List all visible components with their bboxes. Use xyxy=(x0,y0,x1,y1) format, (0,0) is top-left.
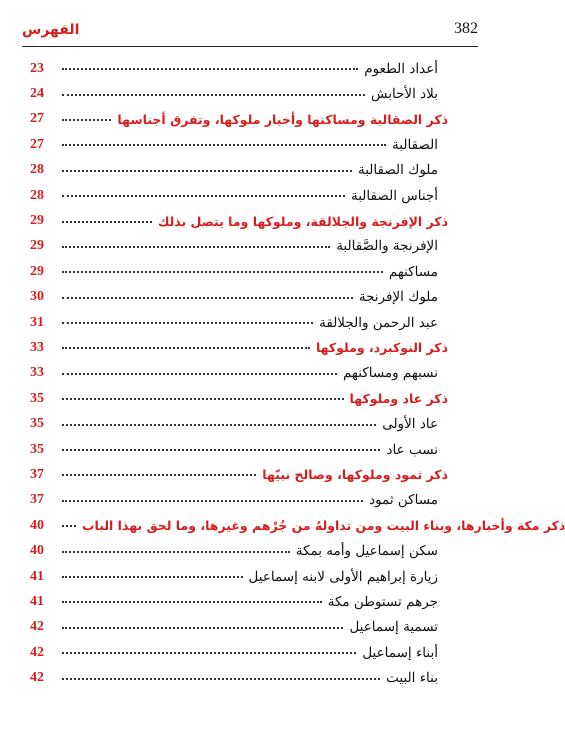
toc-page-number: 28 xyxy=(30,187,44,203)
toc-entry-label: أجناس الصقالبة xyxy=(351,187,438,204)
toc-entry-label: مساكنهم xyxy=(388,263,438,280)
dot-leader xyxy=(62,220,152,223)
toc-entry-label: زيارة إبراهيم الأولى لابنه إسماعيل xyxy=(248,568,438,585)
toc-page-number: 29 xyxy=(30,263,44,279)
toc-page-number: 29 xyxy=(30,238,44,254)
dot-leader xyxy=(62,499,363,502)
dot-leader xyxy=(62,245,330,248)
toc-page-number: 37 xyxy=(30,492,44,508)
running-title: الفهرس xyxy=(22,22,80,38)
toc-page-number: 29 xyxy=(30,213,44,229)
toc-entry xyxy=(30,259,448,284)
toc-entry-label: أبناء إسماعيل xyxy=(362,644,438,661)
toc-entry-label: نسبهم ومساكنهم xyxy=(343,365,438,382)
page-header xyxy=(22,20,478,44)
toc-entry xyxy=(30,665,448,690)
page-number: 382 xyxy=(454,20,478,37)
toc-page-number: 41 xyxy=(30,568,44,584)
toc-entry-label: بلاد الأحابش xyxy=(371,86,438,103)
toc-entry-label: ذكر الإفرنجة والجلالقة، وملوكها وما يتصل بذلك xyxy=(157,213,448,229)
toc-entry xyxy=(30,310,448,335)
dot-leader xyxy=(62,93,365,96)
toc-entry xyxy=(30,437,448,462)
toc-section-heading xyxy=(30,335,448,360)
dot-leader xyxy=(62,575,243,578)
toc-page-number: 31 xyxy=(30,314,44,330)
dot-leader xyxy=(62,626,343,629)
dot-leader xyxy=(62,270,383,273)
dot-leader xyxy=(62,524,76,527)
toc-entry xyxy=(30,564,448,589)
header-rule xyxy=(22,46,478,47)
toc-section-heading xyxy=(30,513,565,538)
toc-page-number: 27 xyxy=(30,136,44,152)
toc-entry-label: ذكر مكة وأخبارها، وبناء البيت ومن تداولهُ من جُرْهم وغيرها، وما لحق بهذا الباب xyxy=(82,518,565,534)
toc-page-number: 33 xyxy=(30,365,44,381)
toc-entry-label: الإفرنجة والصَّقالبة xyxy=(336,238,438,255)
toc-entry xyxy=(30,640,448,665)
toc-page-number: 28 xyxy=(30,162,44,178)
dot-leader xyxy=(62,372,337,375)
toc-entry-label: أعداد الطعوم xyxy=(364,60,438,77)
toc-entry-label: الصقالبة xyxy=(392,136,438,153)
toc-entry xyxy=(30,589,448,614)
dot-leader xyxy=(62,651,356,654)
dot-leader xyxy=(62,423,376,426)
toc-page-number: 35 xyxy=(30,390,44,406)
toc-entry xyxy=(30,56,448,81)
toc-entry-label: نسب عاد xyxy=(386,441,438,458)
toc-page-number: 30 xyxy=(30,289,44,305)
toc-entry-label: ملوك الإفرنجة xyxy=(358,289,438,306)
toc-entry-label: تسمية إسماعيل xyxy=(349,619,438,636)
dot-leader xyxy=(62,473,256,476)
dot-leader xyxy=(62,346,310,349)
toc-section-heading xyxy=(30,208,448,233)
dot-leader xyxy=(62,321,313,324)
dot-leader xyxy=(62,169,352,172)
dot-leader xyxy=(62,194,345,197)
toc-entry-label: عاد الأولى xyxy=(382,416,438,433)
toc-section-heading xyxy=(30,462,448,487)
toc-entry-label: ذكر النوكبرد، وملوكها xyxy=(315,340,448,356)
toc-page-number: 23 xyxy=(30,60,44,76)
toc-entry xyxy=(30,183,448,208)
toc-page-number: 37 xyxy=(30,466,44,482)
toc-entry xyxy=(30,81,448,106)
toc-entry-label: سكن إسماعيل وأمه بمكة xyxy=(295,543,438,560)
toc-entry xyxy=(30,615,448,640)
dot-leader xyxy=(62,677,380,680)
toc-page-number: 40 xyxy=(30,517,44,533)
toc-entry xyxy=(30,132,448,157)
toc-page-number: 35 xyxy=(30,416,44,432)
toc-page-number: 24 xyxy=(30,86,44,102)
toc-section-heading xyxy=(30,107,448,132)
toc-page-number: 42 xyxy=(30,644,44,660)
toc-entry xyxy=(30,361,448,386)
toc-section-heading xyxy=(30,386,448,411)
toc-page-number: 42 xyxy=(30,619,44,635)
toc-page-number: 42 xyxy=(30,670,44,686)
dot-leader xyxy=(62,448,380,451)
toc-entry-label: عبد الرحمن والجلالقة xyxy=(319,314,438,331)
toc-entry-label: ذكر ثمود وملوكها، وصالح نبيّها xyxy=(262,467,448,483)
toc-page-number: 27 xyxy=(30,111,44,127)
toc-entry-label: مساكن ثمود xyxy=(369,492,438,509)
dot-leader xyxy=(62,67,358,70)
dot-leader xyxy=(62,600,322,603)
toc-entry xyxy=(30,285,448,310)
dot-leader xyxy=(62,550,290,553)
toc-entry xyxy=(30,234,448,259)
toc-entry xyxy=(30,488,448,513)
toc-page-number: 33 xyxy=(30,339,44,355)
toc-entry-label: ملوك الصقالبة xyxy=(357,162,438,179)
dot-leader xyxy=(62,296,353,299)
toc-page-number: 35 xyxy=(30,441,44,457)
toc-entry-label: بناء البيت xyxy=(386,670,438,687)
toc-entry-label: ذكر عاد وملوكها xyxy=(349,391,448,407)
table-of-contents xyxy=(30,56,565,691)
dot-leader xyxy=(62,397,344,400)
toc-entry-label: ذكر الصقالبة ومساكنها وأخبار ملوكها، وتفرق أجناسها xyxy=(117,111,448,127)
dot-leader xyxy=(62,118,111,121)
toc-page-number: 41 xyxy=(30,593,44,609)
toc-entry xyxy=(30,158,448,183)
toc-entry-label: جرهم تستوطن مكة xyxy=(327,593,438,610)
toc-entry xyxy=(30,538,448,563)
dot-leader xyxy=(62,143,386,146)
toc-page-number: 40 xyxy=(30,543,44,559)
toc-entry xyxy=(30,411,448,436)
